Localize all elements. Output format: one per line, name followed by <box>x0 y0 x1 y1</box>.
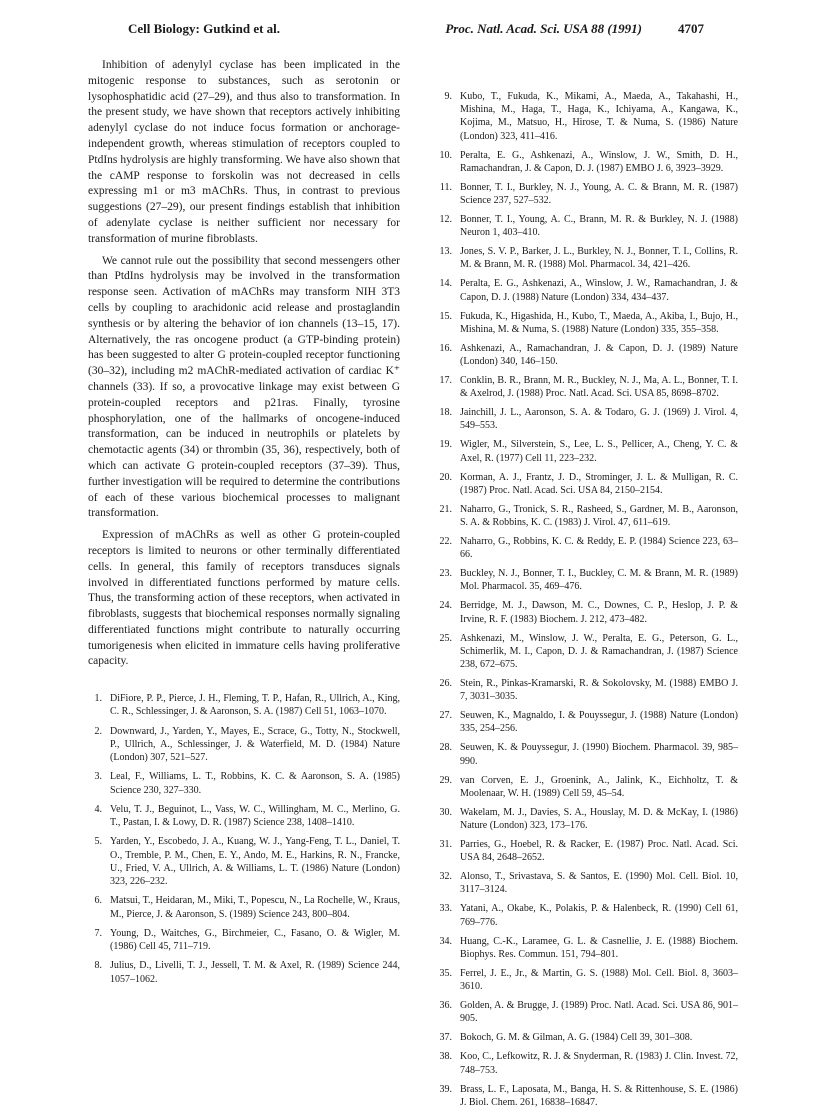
reference-number: 27. <box>439 710 452 722</box>
reference-item <box>430 632 738 672</box>
reference-text: Naharro, G., Tronick, S. R., Rasheed, S., Gardner, M. B., Aaronson, S. A. & Robbins, K. C. (1983) J. Virol. 47, 611–619. <box>460 503 738 529</box>
reference-text: DiFiore, P. P., Pierce, J. H., Fleming, T. P., Hafan, R., Ullrich, A., King, C. R., Schlessinger, J. & Aaronson, S. A. (1987) Cell 51, 1063–1070. <box>110 693 400 718</box>
reference-item <box>430 181 738 207</box>
reference-text: Julius, D., Livelli, T. J., Jessell, T. M. & Axel, R. (1989) Science 244, 1057–1062. <box>110 960 400 985</box>
reference-item <box>430 599 738 625</box>
reference-item <box>88 835 400 888</box>
reference-text: Golden, A. & Brugge, J. (1989) Proc. Natl. Acad. Sci. USA 86, 901–905. <box>460 1000 738 1025</box>
reference-item <box>88 770 400 796</box>
reference-item <box>88 803 400 829</box>
reference-number: 20. <box>439 471 452 483</box>
reference-text: Huang, C.-K., Laramee, G. L. & Casnellie, J. E. (1988) Biochem. Biophys. Res. Commun. 151, 794–801. <box>460 935 738 960</box>
reference-text: Ashkenazi, M., Winslow, J. W., Peralta, E. G., Peterson, G. L., Schimerlik, M. I., Capon, D. J. & Ramachandran, J. (1987) Science 238, 672–675. <box>460 632 738 671</box>
reference-number: 16. <box>439 342 452 354</box>
reference-item <box>430 567 738 593</box>
reference-text: Kubo, T., Fukuda, K., Mikami, A., Maeda, A., Takahashi, H., Mishina, M., Haga, T., Haga, K., Ichiyama, A., Kangawa, K., Kojima, M., Matsuo, H., Hirose, T. & Numa, S. (1986) Nature (London) 323, 411–416. <box>460 91 738 142</box>
reference-item <box>430 741 738 767</box>
reference-number: 34. <box>439 935 452 947</box>
reference-number: 18. <box>439 407 452 419</box>
left-column <box>88 58 400 992</box>
reference-item <box>430 806 738 832</box>
reference-item <box>88 894 400 920</box>
reference-number: 15. <box>439 310 452 322</box>
reference-text: Peralta, E. G., Ashkenazi, A., Winslow, J. W., Smith, D. H., Ramachandran, J. & Capon, D. J. (1987) EMBO J. 6, 3923–3929. <box>460 149 738 174</box>
reference-text: Young, D., Waitches, G., Birchmeier, C., Fasano, O. & Wigler, M. (1986) Cell 45, 711–719. <box>110 927 400 953</box>
reference-number: 14. <box>439 278 452 290</box>
reference-text: Ashkenazi, A., Ramachandran, J. & Capon, D. J. (1989) Nature (London) 340, 146–150. <box>460 342 738 368</box>
reference-text: Parries, G., Hoebel, R. & Racker, E. (1987) Proc. Natl. Acad. Sci. USA 84, 2648–2652. <box>460 839 738 864</box>
reference-number: 23. <box>439 568 452 580</box>
reference-text: Jones, S. V. P., Barker, J. L., Burkley, N. J., Bonner, T. I., Collins, R. M. & Brann, M. R. (1988) Mol. Pharmacol. 34, 421–426. <box>460 246 738 271</box>
reference-text: Wigler, M., Silverstein, S., Lee, L. S., Pellicer, A., Cheng, Y. C. & Axel, R. (1977) Cell 11, 223–232. <box>460 439 738 464</box>
reference-text: Downward, J., Yarden, Y., Mayes, E., Scrace, G., Totty, N., Stockwell, P., Ullrich, A., Schlessinger, J. & Waterfield, M. D. (1984) Nature (London) 307, 521–527. <box>110 725 400 764</box>
running-header-section: Cell Biology: Gutkind et al. <box>128 21 281 36</box>
reference-item <box>430 406 738 432</box>
reference-number: 13. <box>439 246 452 258</box>
reference-item <box>430 503 738 529</box>
reference-text: van Corven, E. J., Groenink, A., Jalink, K., Eichholtz, T. & Moolenaar, W. H. (1989) Cell 59, 45–54. <box>460 774 738 799</box>
reference-list-left <box>88 692 400 986</box>
right-column <box>430 90 738 1115</box>
reference-number: 21. <box>439 503 452 515</box>
reference-item <box>430 535 738 561</box>
reference-number: 31. <box>439 839 452 851</box>
body-paragraph: We cannot rule out the possibility that second messengers other than PtdIns hydrolysis may be involved in the transformation response seen. Activation of mAChRs may transform NIH 3T3 cells by coupling to arachidonic acid release and prostaglandin synthesis or by altering the behavior of ion channels (13–15, 17). Alternatively, the ras oncogene product (a GTP-binding protein) has been suggested to alter G protein-coupled receptor functioning (30–32), including m2 mAChR-mediated activation of cardiac K⁺ channels (33). If so, a provocative linkage may exist between G protein-coupled receptors and p21ras. Finally, tyrosine phosphorylation, one of the hallmarks of oncogene-induced transformation, can be induced in neutrophils or platelets by chemotactic agents (34) or thrombin (35, 36), respectively, both of which can activate G protein-coupled receptors (37–39). Thus, further investigation will be required to determine the contributions of each of these various biochemical processes to malignant transformation. <box>88 254 400 520</box>
reference-list-right <box>430 90 738 1109</box>
reference-number: 22. <box>439 536 452 548</box>
reference-item <box>430 213 738 239</box>
reference-number: 2. <box>94 725 102 737</box>
reference-number: 24. <box>439 600 452 612</box>
reference-number: 17. <box>439 375 452 387</box>
reference-text: Bonner, T. I., Young, A. C., Brann, M. R. & Burkley, N. J. (1988) Neuron 1, 403–410. <box>460 214 738 239</box>
reference-item <box>430 310 738 336</box>
reference-text: Buckley, N. J., Bonner, T. I., Buckley, C. M. & Brann, M. R. (1989) Mol. Pharmacol. 35, 469–476. <box>460 568 738 593</box>
reference-item <box>430 149 738 175</box>
reference-text: Velu, T. J., Beguinot, L., Vass, W. C., Willingham, M. C., Merlino, G. T., Pastan, I. & Lowy, D. R. (1987) Science 238, 1408–1410. <box>110 803 400 829</box>
reference-item <box>88 692 400 718</box>
running-header-right <box>445 20 704 38</box>
reference-item <box>430 999 738 1025</box>
reference-number: 19. <box>439 439 452 451</box>
reference-number: 35. <box>439 967 452 979</box>
reference-number: 10. <box>439 149 452 161</box>
reference-item <box>430 967 738 993</box>
reference-text: Stein, R., Pinkas-Kramarski, R. & Sokolovsky, M. (1988) EMBO J. 7, 3031–3035. <box>460 678 738 703</box>
reference-text: Bokoch, G. M. & Gilman, A. G. (1984) Cell 39, 301–308. <box>460 1032 693 1044</box>
reference-number: 7. <box>94 927 102 939</box>
reference-item <box>430 870 738 896</box>
reference-text: Wakelam, M. J., Davies, S. A., Houslay, M. D. & McKay, I. (1986) Nature (London) 323, 173–176. <box>460 806 738 832</box>
reference-text: Yatani, A., Okabe, K., Polakis, P. & Halenbeck, R. (1990) Cell 61, 769–776. <box>460 903 738 928</box>
reference-number: 39. <box>439 1083 452 1095</box>
reference-item <box>430 277 738 303</box>
reference-number: 26. <box>439 678 452 690</box>
reference-text: Berridge, M. J., Dawson, M. C., Downes, C. P., Heslop, J. P. & Irvine, R. F. (1983) Biochem. J. 212, 473–482. <box>460 600 738 625</box>
reference-item <box>88 725 400 765</box>
reference-text: Seuwen, K., Magnaldo, I. & Pouyssegur, J. (1988) Nature (London) 335, 254–256. <box>460 710 738 735</box>
reference-number: 11. <box>439 181 452 193</box>
reference-number: 4. <box>94 803 102 815</box>
page-number: 4707 <box>678 21 704 36</box>
reference-number: 38. <box>439 1051 452 1063</box>
reference-number: 1. <box>94 693 102 705</box>
reference-text: Peralta, E. G., Ashkenazi, A., Winslow, J. W., Ramachandran, J. & Capon, D. J. (1988) Nature (London) 334, 434–437. <box>460 278 738 303</box>
reference-number: 30. <box>439 806 452 818</box>
reference-text: Fukuda, K., Higashida, H., Kubo, T., Maeda, A., Akiba, I., Bujo, H., Mishina, M. & Numa, S. (1988) Nature (London) 335, 355–358. <box>460 310 738 335</box>
reference-item <box>88 959 400 985</box>
reference-number: 28. <box>439 742 452 754</box>
body-paragraph: Expression of mAChRs as well as other G protein-coupled receptors is limited to neurons or other terminally differentiated cells. In general, this family of receptors transduces signals involved in differentiated functions performed by mature cells. Thus, the transforming action of these receptors, when activated in fibroblasts, suggests that biochemical responses normally signaling differentiated functions might contribute to naturally occurring tumorigenesis when elicited in immature cells having proliferative capacity. <box>88 529 400 668</box>
reference-number: 25. <box>439 632 452 644</box>
reference-item <box>88 927 400 953</box>
reference-item <box>430 838 738 864</box>
reference-number: 6. <box>94 895 102 907</box>
reference-text: Ferrel, J. E., Jr., & Martin, G. S. (1988) Mol. Cell. Biol. 8, 3603–3610. <box>460 967 738 993</box>
running-header <box>128 20 704 38</box>
reference-item <box>430 677 738 703</box>
reference-number: 12. <box>439 214 452 226</box>
body-paragraph: Inhibition of adenylyl cyclase has been implicated in the mitogenic response to substances, such as serotonin or lysophosphatidic acid (27–29), and thus also to transformation. In the present study, we have shown that receptors actively inhibiting adenylyl cyclase do not induce focus formation or anchorage-independent growth, whereas stimulation of receptors coupled to PtdIns hydrolysis are highly transforming. We have also shown that the cAMP response to forskolin was not decreased in cells expressing m1 or m3 mAChRs. Thus, in contrast to previous suggestions (27–29), our present findings establish that inhibition of adenylate cyclase is neither sufficient nor necessary for transformation of murine fibroblasts. <box>88 59 400 245</box>
reference-item <box>430 1050 738 1076</box>
reference-item <box>430 935 738 961</box>
reference-text: Koo, C., Lefkowitz, R. J. & Snyderman, R. (1983) J. Clin. Invest. 72, 748–753. <box>460 1051 738 1076</box>
reference-text: Leal, F., Williams, L. T., Robbins, K. C. & Aaronson, S. A. (1985) Science 230, 327–330. <box>110 771 400 796</box>
reference-item <box>430 471 738 497</box>
reference-item <box>430 438 738 464</box>
reference-text: Alonso, T., Srivastava, S. & Santos, E. (1990) Mol. Cell. Biol. 10, 3117–3124. <box>460 871 738 896</box>
reference-number: 32. <box>439 871 452 883</box>
reference-number: 33. <box>439 903 452 915</box>
reference-number: 5. <box>94 836 102 848</box>
reference-number: 9. <box>444 91 452 102</box>
reference-item <box>430 1083 738 1109</box>
reference-item <box>430 902 738 928</box>
reference-item <box>430 709 738 735</box>
journal-citation: Proc. Natl. Acad. Sci. USA 88 (1991) <box>445 21 642 36</box>
reference-item <box>430 342 738 368</box>
reference-text: Jainchill, J. L., Aaronson, S. A. & Todaro, G. J. (1969) J. Virol. 4, 549–553. <box>460 407 738 432</box>
reference-number: 3. <box>94 771 102 783</box>
reference-text: Yarden, Y., Escobedo, J. A., Kuang, W. J., Yang-Feng, T. L., Daniel, T. O., Tremble, P. M., Chen, E. Y., Ando, M. E., Harkins, R. N., Francke, U., Fried, V. A., Ullrich, A. & Williams, L. T. (1986) Nature (London) 323, 226–232. <box>110 836 400 888</box>
reference-text: Naharro, G., Robbins, K. C. & Reddy, E. P. (1984) Science 223, 63–66. <box>460 536 738 561</box>
reference-text: Matsui, T., Heidaran, M., Miki, T., Popescu, N., La Rochelle, W., Kraus, M., Pierce, J. & Aaronson, S. (1989) Science 243, 800–804. <box>110 895 400 920</box>
reference-number: 8. <box>94 960 102 972</box>
reference-text: Brass, L. F., Laposata, M., Banga, H. S. & Rittenhouse, S. E. (1986) J. Biol. Chem. 261, 16838–16847. <box>460 1083 738 1108</box>
reference-number: 36. <box>439 1000 452 1012</box>
reference-item <box>430 245 738 271</box>
reference-number: 29. <box>439 774 452 786</box>
reference-text: Seuwen, K. & Pouyssegur, J. (1990) Biochem. Pharmacol. 39, 985–990. <box>460 742 738 767</box>
reference-item <box>430 90 738 143</box>
reference-text: Conklin, B. R., Brann, M. R., Buckley, N. J., Ma, A. L., Bonner, T. I. & Axelrod, J. (1988) Proc. Natl. Acad. Sci. USA 85, 8698–8702. <box>460 375 738 400</box>
reference-item <box>430 374 738 400</box>
reference-number: 37. <box>439 1032 452 1044</box>
reference-item <box>430 1031 738 1044</box>
reference-text: Bonner, T. I., Burkley, N. J., Young, A. C. & Brann, M. R. (1987) Science 237, 527–532. <box>460 181 738 207</box>
reference-item <box>430 774 738 800</box>
reference-text: Korman, A. J., Frantz, J. D., Strominger, J. L. & Mulligan, R. C. (1987) Proc. Natl. Acad. Sci. USA 84, 2150–2154. <box>460 471 738 496</box>
